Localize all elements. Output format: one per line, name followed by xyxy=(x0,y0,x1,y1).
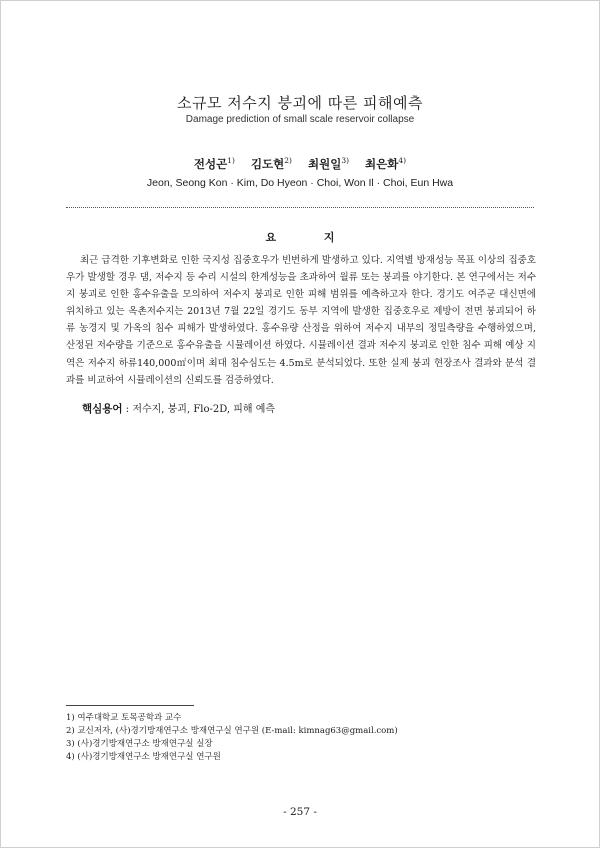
footnote-item: 4) (사)경기방재연구소 방재연구실 연구원 xyxy=(66,752,221,762)
paper-title: 소규모 저수지 붕괴에 따른 피해예측 xyxy=(177,94,423,112)
footnote-item: 2) 교신저자, (사)경기방재연구소 방재연구실 연구원 (E-mail: kimnag63@gmail.com) xyxy=(66,726,398,736)
author-4 xyxy=(365,157,406,171)
abstract-heading: 요 지 xyxy=(265,231,357,244)
author-name: 전성곤 xyxy=(193,157,228,171)
page-number: - 257 - xyxy=(283,806,317,818)
author-2 xyxy=(251,157,292,171)
section-divider xyxy=(66,207,534,208)
author-name: 최원일 xyxy=(308,157,342,171)
author-affiliation-mark: 1) xyxy=(227,156,235,166)
footnote-item: 3) (사)경기방재연구소 방재연구실 실장 xyxy=(66,739,213,749)
keywords xyxy=(82,400,532,416)
footnote-item: 1) 여주대학교 토목공학과 교수 xyxy=(66,713,182,723)
author-affiliation-mark: 3) xyxy=(341,156,350,166)
author-3 xyxy=(308,157,349,171)
author-list xyxy=(0,156,600,172)
author-1 xyxy=(194,157,235,171)
author-list-english: Jeon, Seong Kon · Kim, Do Hyeon · Choi, Won Il · Choi, Eun Hwa xyxy=(146,177,454,189)
footnote-rule xyxy=(66,705,194,706)
author-affiliation-mark: 4) xyxy=(398,156,407,166)
keywords-separator: : xyxy=(122,404,133,415)
author-name: 김도현 xyxy=(250,157,285,171)
author-affiliation-mark: 2) xyxy=(284,156,292,166)
footnote-list xyxy=(66,712,536,764)
author-name: 최은화 xyxy=(365,157,399,171)
keywords-label: 핵심용어 xyxy=(82,403,123,415)
paper-title-english: Damage prediction of small scale reservoir collapse xyxy=(185,114,415,125)
abstract-body: 최근 급격한 기후변화로 인한 국지성 집중호우가 빈번하게 발생하고 있다. 지역별 방재성능 목표 이상의 집중호우가 발생할 경우 댐, 저수지 등 수리 시설의 한계성능을 초과하여 월류 또는 붕괴를 야기한다. 본 연구에서는 저수지 붕괴로 인한 홍수유출을 모의하여 저수지 붕괴로 인한 피해 범위를 예측하고자 한다. 경기도 여주군 대신면에 위치하고 있는 옥촌저수지는 2013년 7월 22일 경기도 동부 지역에 발생한 집중호우로 제방이 전면 붕괴되어 하류 농경지 및 가옥의 침수 피해가 발생하였다. 홍수유량 산정을 위하여 저수지 내부의 정밀측량을 수행하였으며, 산정된 저수량을 기준으로 홍수유출을 시뮬레이션 하였다. 시뮬레이션 결과 저수지 붕괴로 인한 침수 피해 예상 지역은 저수지 하류140,000㎡이며 최대 침수심도는 4.5m로 분석되었다. 또한 실제 붕괴 현장조사 결과와 분석 결과를 비교하여 시뮬레이션의 신뢰도를 검증하였다. xyxy=(66,255,536,386)
keywords-list: 저수지, 붕괴, Flo-2D, 피해 예측 xyxy=(132,404,276,415)
